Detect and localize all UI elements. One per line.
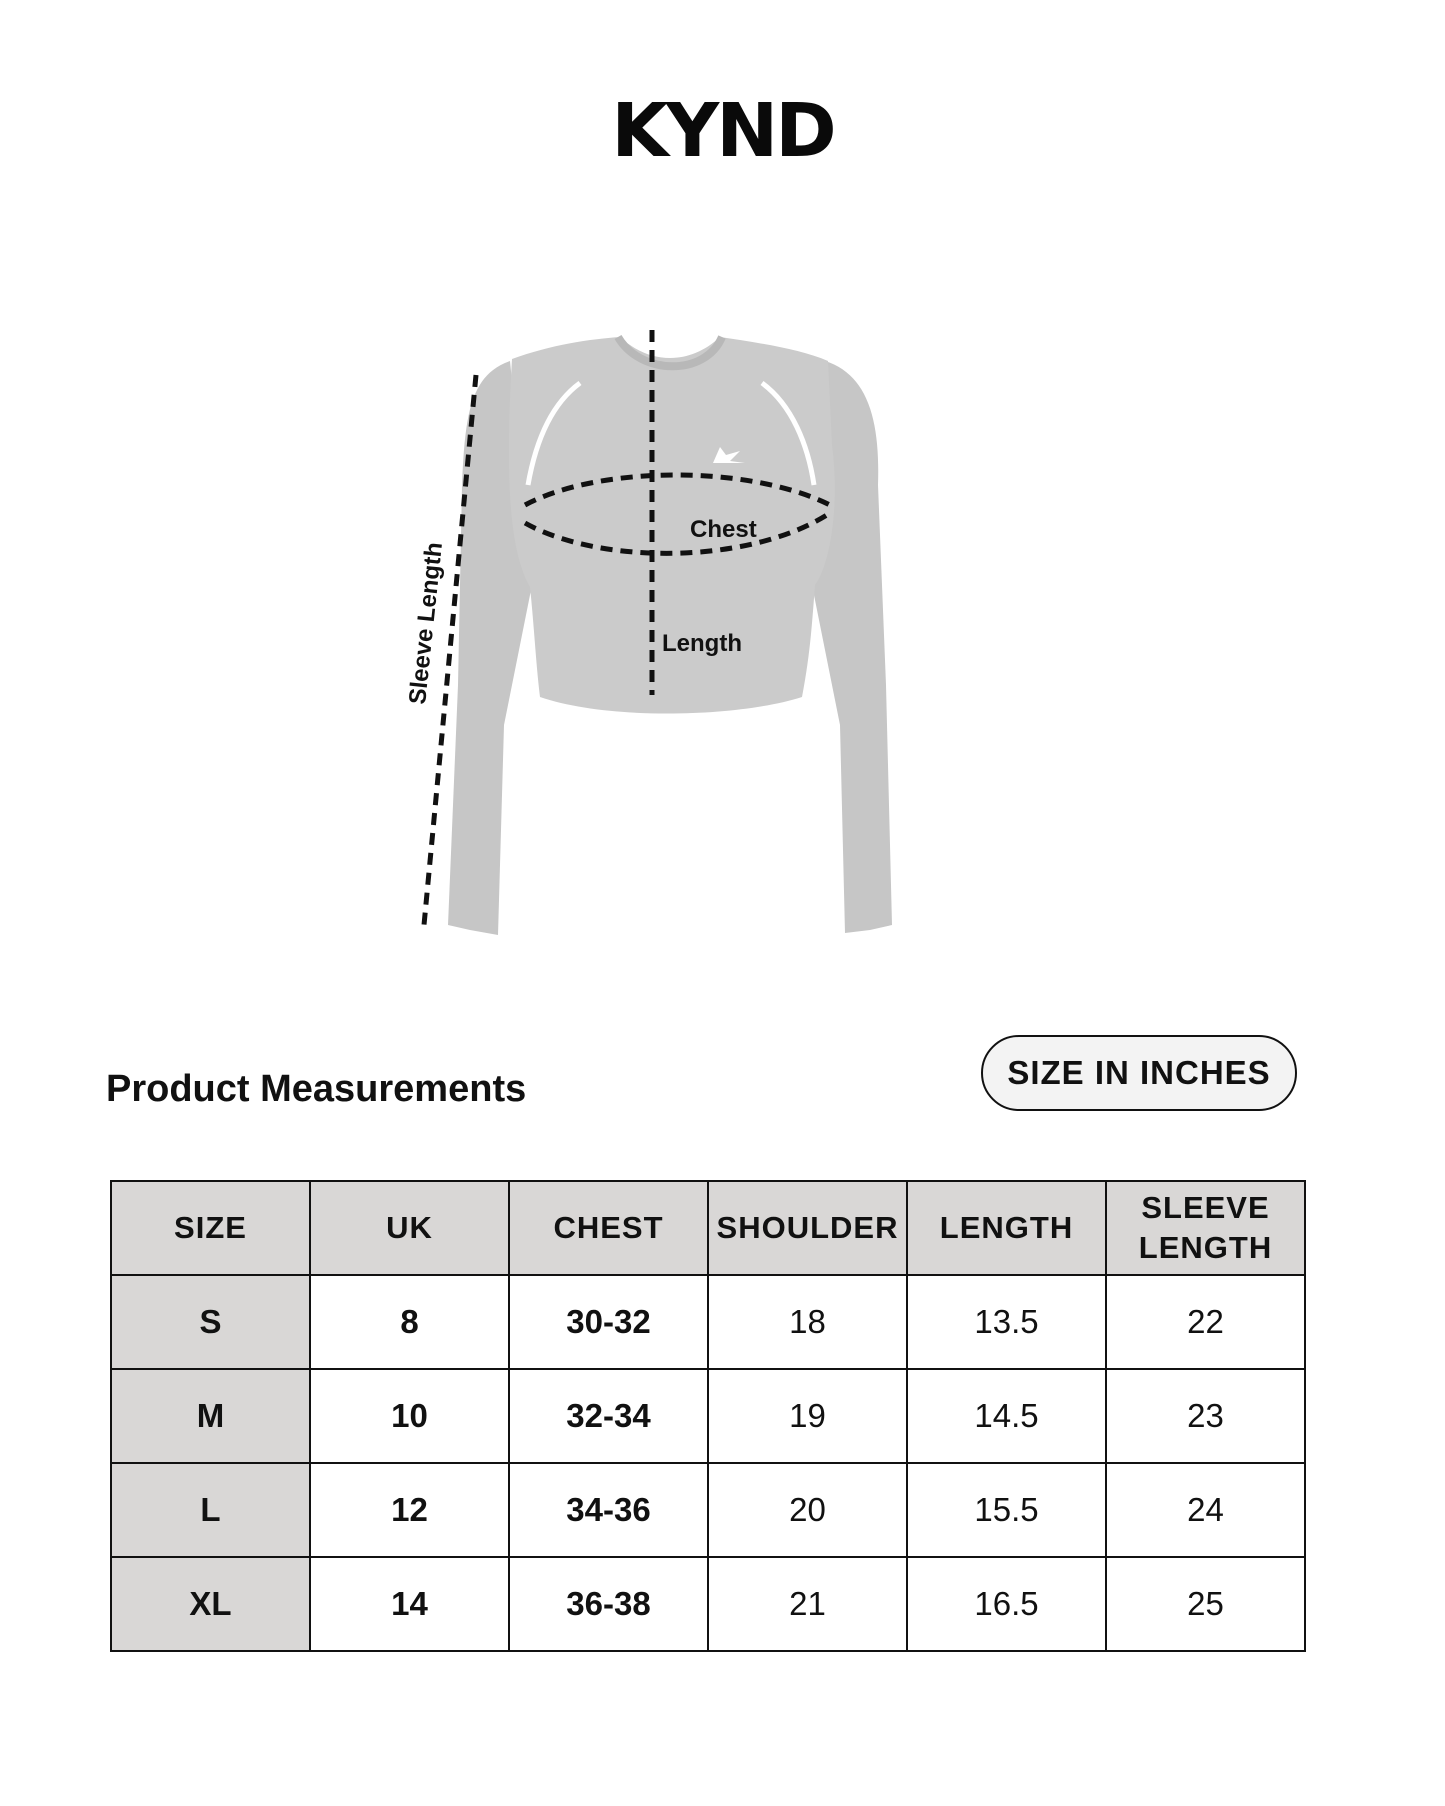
header-sleeve-length: SLEEVE LENGTH: [1106, 1181, 1305, 1275]
cell-size: L: [111, 1463, 310, 1557]
cell-shoulder: 19: [708, 1369, 907, 1463]
table-header-row: [111, 1181, 1305, 1275]
cell-uk: 12: [310, 1463, 509, 1557]
table-row: [111, 1275, 1305, 1369]
cell-sleeve-length: 25: [1106, 1557, 1305, 1651]
size-table: [110, 1180, 1306, 1652]
cell-shoulder: 18: [708, 1275, 907, 1369]
cell-uk: 14: [310, 1557, 509, 1651]
cell-sleeve-length: 23: [1106, 1369, 1305, 1463]
garment-body: [509, 337, 835, 714]
cell-shoulder: 20: [708, 1463, 907, 1557]
unit-badge: SIZE IN INCHES: [981, 1035, 1297, 1111]
cell-uk: 8: [310, 1275, 509, 1369]
cell-chest: 36-38: [509, 1557, 708, 1651]
cell-length: 13.5: [907, 1275, 1106, 1369]
cell-chest: 34-36: [509, 1463, 708, 1557]
header-uk: UK: [310, 1181, 509, 1275]
table-row: [111, 1369, 1305, 1463]
cell-length: 14.5: [907, 1369, 1106, 1463]
cell-shoulder: 21: [708, 1557, 907, 1651]
table-row: [111, 1557, 1305, 1651]
cell-size: M: [111, 1369, 310, 1463]
header-size: SIZE: [111, 1181, 310, 1275]
cell-size: S: [111, 1275, 310, 1369]
section-title: Product Measurements: [106, 1068, 527, 1110]
brand-logo: KYND: [611, 88, 834, 174]
cell-sleeve-length: 24: [1106, 1463, 1305, 1557]
length-label: Length: [662, 630, 742, 657]
cell-length: 15.5: [907, 1463, 1106, 1557]
header-shoulder: SHOULDER: [708, 1181, 907, 1275]
garment-diagram: [400, 325, 1040, 975]
chest-label: Chest: [690, 516, 757, 543]
cell-length: 16.5: [907, 1557, 1106, 1651]
cell-sleeve-length: 22: [1106, 1275, 1305, 1369]
header-length: LENGTH: [907, 1181, 1106, 1275]
table-row: [111, 1463, 1305, 1557]
cell-size: XL: [111, 1557, 310, 1651]
cell-uk: 10: [310, 1369, 509, 1463]
cell-chest: 32-34: [509, 1369, 708, 1463]
header-chest: CHEST: [509, 1181, 708, 1275]
cell-chest: 30-32: [509, 1275, 708, 1369]
sleeve-length-label: Sleeve Length: [404, 540, 448, 706]
